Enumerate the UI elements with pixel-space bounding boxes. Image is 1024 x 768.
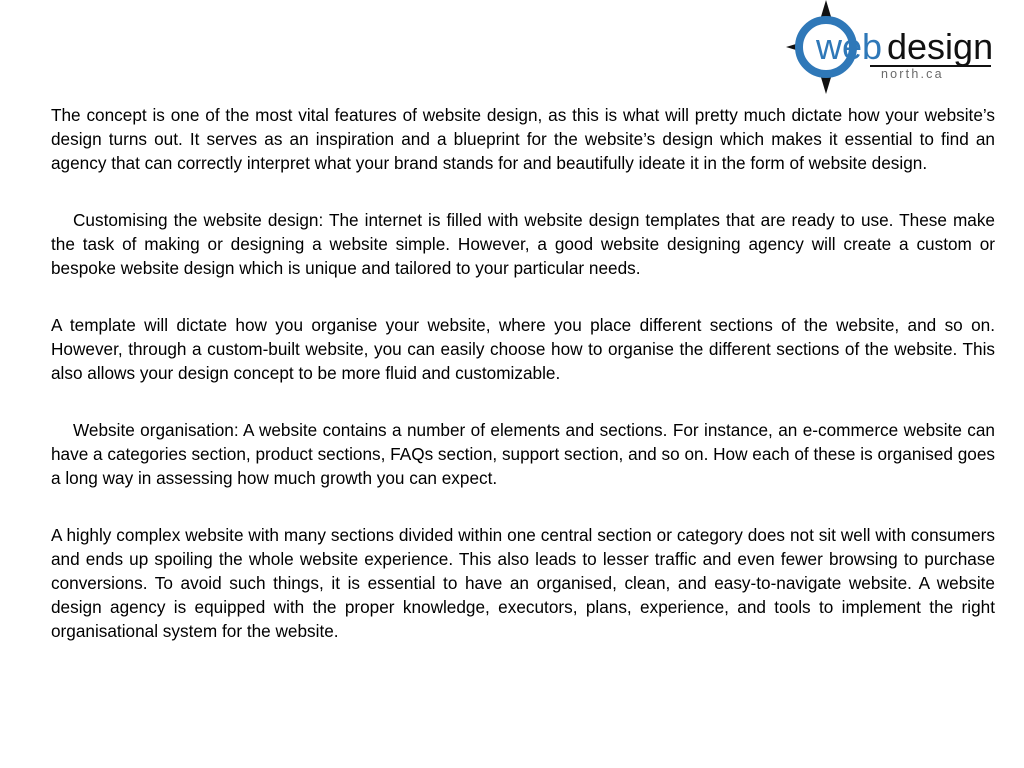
article-body <box>51 103 995 643</box>
paragraph-concept: The concept is one of the most vital features of website design, as this is what will pretty much dictate how your website’s design turns out. It serves as an inspiration and a blueprint for the website’s design which makes it essential to find an agency that can correctly interpret what your brand stands for and beautifully ideate it in the form of website design. <box>51 105 995 173</box>
logo-graphic <box>786 0 998 96</box>
paragraph-customising: Customising the website design: The internet is filled with website design templates that are ready to use. These make the task of making or designing a website simple. However, a good website designing agency will create a custom or bespoke website design which is unique and tailored to your particular needs. <box>51 210 995 278</box>
paragraph-complexity: A highly complex website with many sections divided within one central section or category does not sit well with consumers and ends up spoiling the whole website experience. This also leads to lesser traffic and even fewer browsing to purchase conversions. To avoid such things, it is essential to have an organised, clean, and easy-to-navigate website. A website design agency is equipped with the proper knowledge, executors, plans, experience, and tools to implement the right organisational system for the website. <box>51 525 995 641</box>
logo-sub-text: north.ca <box>881 67 944 81</box>
paragraph-organisation: Website organisation: A website contains a number of elements and sections. For instance, an e-commerce website can have a categories section, product sections, FAQs section, support section, and so on. How each of these is organised goes a long way in assessing how much growth you can expect. <box>51 420 995 488</box>
paragraph-template: A template will dictate how you organise your website, where you place different sections of the website, and so on. However, through a custom-built website, you can easily choose how to organise the different sections of the website. This also allows your design concept to be more fluid and customizable. <box>51 315 995 383</box>
webdesign-north-logo <box>786 0 998 96</box>
logo-design-text: design <box>887 26 994 67</box>
logo-web-text: web <box>816 26 883 67</box>
